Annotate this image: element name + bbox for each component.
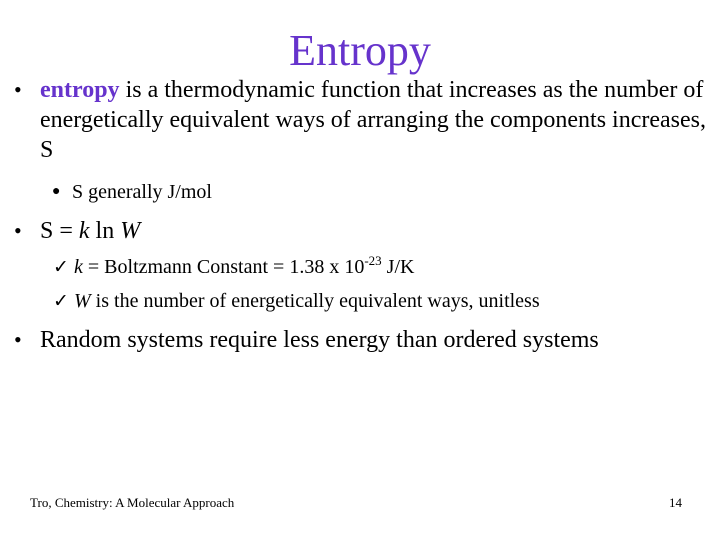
boltzmann-constant-text: = Boltzmann Constant = 1.38 x 10 [82,256,365,278]
equation-ln: ln [89,218,121,244]
entropy-definition-text: is a thermodynamic function that increases as the number of energetically equivalent ways of arranging the components increases, S [40,77,706,163]
equation-k: k [78,218,90,244]
footer-source: Tro, Chemistry: A Molecular Approach [30,495,235,510]
checkmark-icon: ✓ [53,290,69,312]
boltzmann-constant-line [74,255,414,279]
bullet-random-systems: Random systems require less energy than ordered systems [40,327,599,353]
bullet-icon: • [14,77,22,102]
slide-title: Entropy [289,26,431,75]
sub-bullet-icon: ● [52,184,61,199]
bullet-icon: • [14,218,22,243]
bullet-entropy-definition [40,75,708,165]
k-symbol: k [74,256,83,278]
w-symbol: W [74,290,91,312]
entropy-term: entropy [40,77,120,103]
checkmark-icon: ✓ [53,256,69,278]
bullet-icon: • [14,327,22,352]
equation-w: W [120,218,141,244]
w-definition-text: is the number of energetically equivalent ways, unitless [90,290,540,312]
boltzmann-unit: J/K [381,256,415,278]
page-number: 14 [669,495,682,510]
w-definition-line [74,289,540,313]
boltzmann-equation [40,216,140,246]
equation-lhs: S = [40,218,79,244]
entropy-units: S generally J/mol [72,181,212,203]
boltzmann-exponent: -23 [364,253,382,268]
